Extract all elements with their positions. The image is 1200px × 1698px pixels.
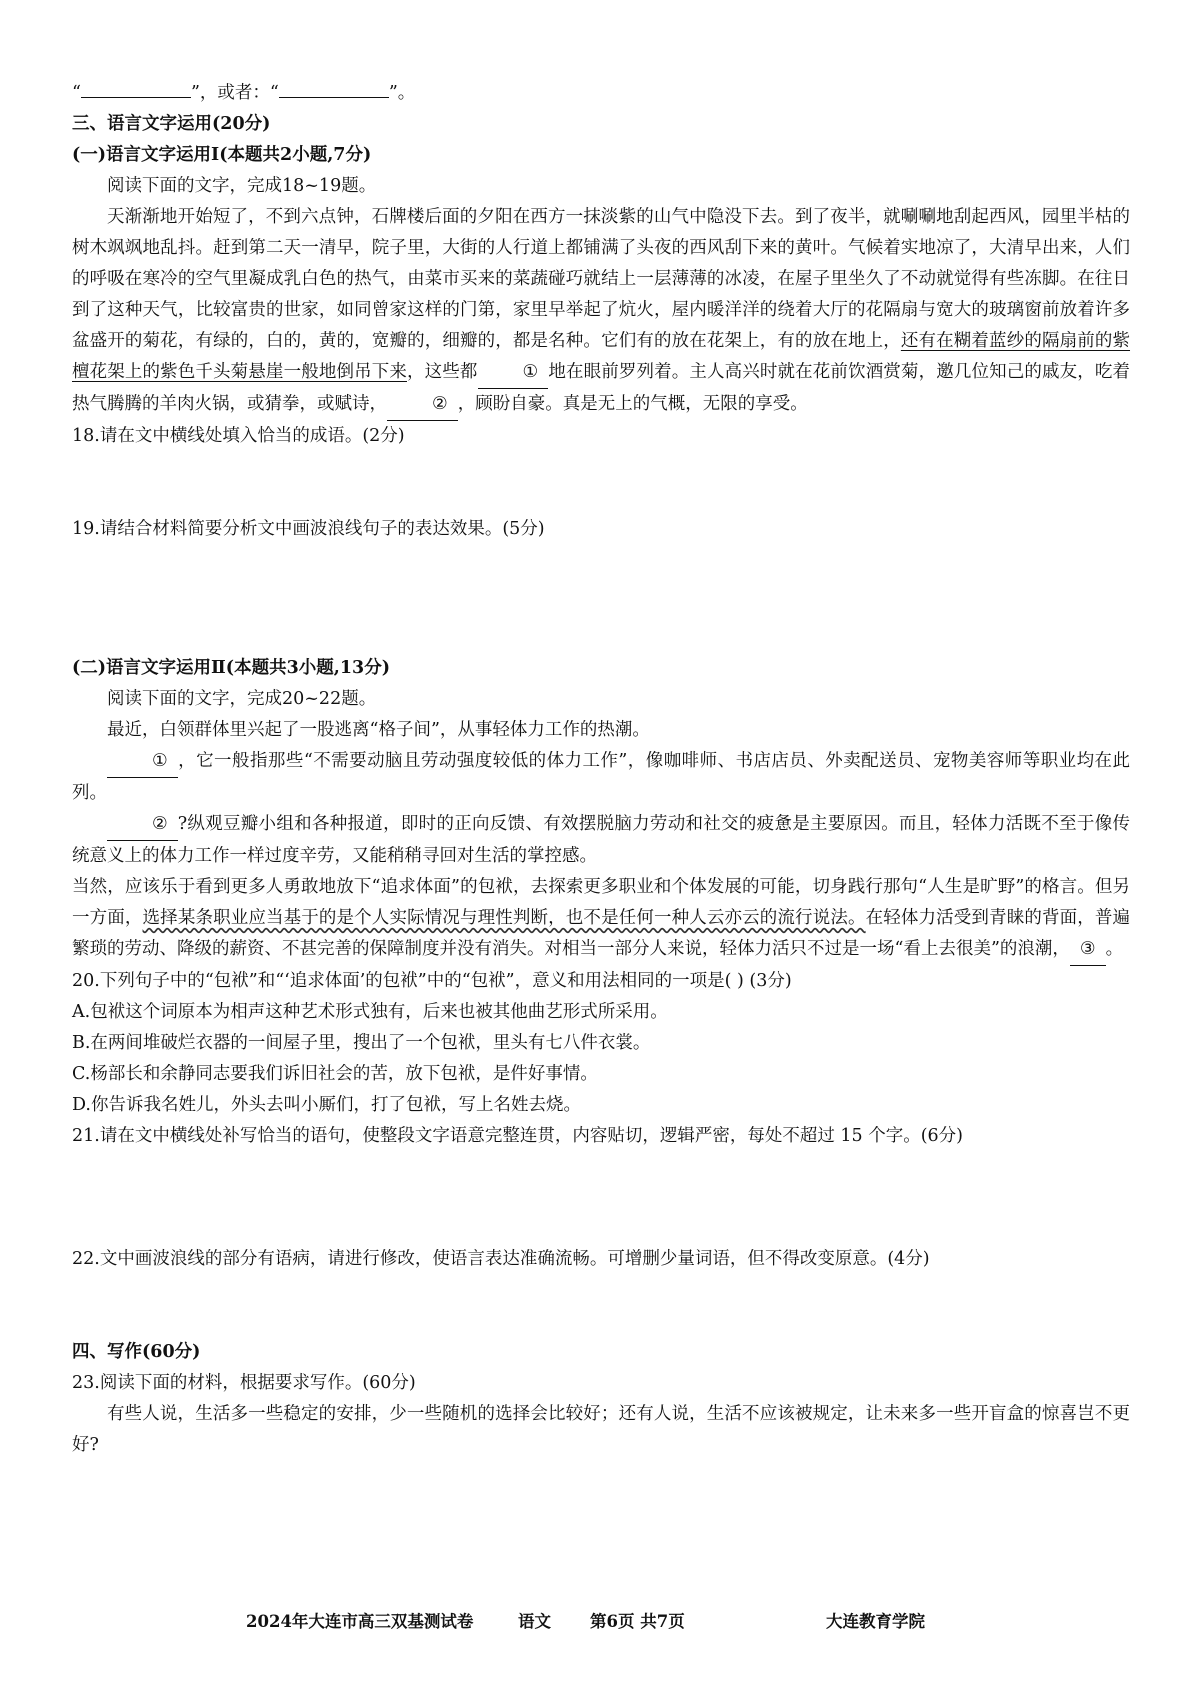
answer-space-21[interactable] (72, 1152, 1130, 1244)
option-c[interactable]: C.杨部长和余静同志要我们诉旧社会的苦，放下包袱，是件好事情。 (72, 1064, 598, 1084)
passage-1: 天渐渐地开始短了，不到六点钟，石牌楼后面的夕阳在西方一抹淡紫的山气中隐没下去。到了夜半，就唰唰地刮起西风，园里半枯的树木飒飒地乱抖。赶到第二天一清早，院子里，大街的人行道上都铺满了头夜的西风刮下来的黄叶。气候着实地凉了，大清早出来，人们的呼吸在寒冷的空气里凝成乳白色的热气，由菜市买来的菜蔬碰巧就结上一层薄薄的冰凌，在屋子里坐久了不动就觉得有些冻脚。在往日到了这种天气，比较富贵的世家，如同曾家这样的门第，家里早举起了炕火，屋内暖洋洋的绕着大厅的花隔扇与宽大的玻璃窗前放着许多盆盛开的菊花，有绿的，白的，黄的，宽瓣的，细瓣的，都是名种。它们有的放在花架上，有的放在地上，还有在糊着蓝纱的隔扇前的紫檀花架上的紫色千头菊悬崖一般地倒吊下来，这些都 ① 地在眼前罗列着。主人高兴时就在花前饮酒赏菊，邀几位知己的戚友，吃着热气腾腾的羊肉火锅，或猜拳，或赋诗， ② ，顾盼自豪。真是无上的气概，无限的享受。 (72, 202, 1130, 421)
question-20: 20.下列句子中的“包袱”和“‘追求体面’的包袱”中的“包袱”，意义和用法相同的一项是( ) (3分) (72, 971, 792, 991)
underlined-sentence: 还有在糊着蓝纱的隔扇前的紫檀花架上的紫色千头菊悬崖一般地倒吊下来 (72, 331, 1131, 382)
option-a[interactable]: A.包袱这个词原本为相声这种艺术形式独有，后来也被其他曲艺形式所采用。 (72, 1002, 668, 1022)
option-b[interactable]: B.在两间堆破烂衣器的一间屋子里，搜出了一个包袱，里头有七八件衣裳。 (72, 1033, 651, 1053)
blank-marker-2: ② (107, 809, 178, 841)
part-1-heading: (一)语言文字运用Ⅰ(本题共2小题,7分) (72, 145, 372, 165)
question-21: 21.请在文中横线处补写恰当的语句，使整段文字语意完整连贯，内容贴切，逻辑严密，每处不超过 15 个字。(6分) (72, 1126, 964, 1146)
answer-space-18[interactable] (72, 452, 1130, 514)
part-1-instruction: 阅读下面的文字，完成18~19题。 (107, 176, 377, 196)
answer-space-19[interactable] (72, 545, 1130, 653)
passage-2-para-1: 最近，白领群体里兴起了一股逃离“格子间”，从事轻体力工作的热潮。 (107, 720, 650, 740)
exam-page (72, 78, 1130, 1461)
answer-blanks-line (72, 78, 1130, 109)
blank-marker-1: ① (107, 746, 178, 778)
footer-exam-title: 2024年大连市高三双基测试卷 (246, 1612, 474, 1631)
blank-marker-2: ② (387, 389, 458, 421)
footer-page-number: 第6页 共7页 (590, 1612, 685, 1631)
section-3-heading: 三、语言文字运用(20分) (72, 114, 271, 134)
writing-prompt: 有些人说，生活多一些稳定的安排，少一些随机的选择会比较好；还有人说，生活不应该被规定，让未来多一些开盲盒的惊喜岂不更好? (72, 1404, 1130, 1455)
passage-2-para-3: ② ?纵观豆瓣小组和各种报道，即时的正向反馈、有效摆脱脑力劳动和社交的疲惫是主要原因。而且，轻体力活既不至于像传统意义上的体力工作一样过度辛劳，又能稍稍寻回对生活的掌控感。 (72, 809, 1130, 872)
passage-2-para-4: 当然，应该乐于看到更多人勇敢地放下“追求体面”的包袱，去探索更多职业和个体发展的可能，切身践行那句“人生是旷野”的格言。但另一方面，选择某条职业应当基于的是个人实际情况与理性判断，也不是任何一种人云亦云的流行说法。在轻体力活受到青睐的背面，普遍繁琐的劳动、降级的薪资、不甚完善的保障制度并没有消失。对相当一部分人来说，轻体力活只不过是一场“看上去很美”的浪潮， ③ 。 (72, 872, 1130, 966)
question-23: 23.阅读下面的材料，根据要求写作。(60分) (72, 1373, 416, 1393)
option-d[interactable]: D.你告诉我名姓儿，外头去叫小厮们，打了包袱，写上名姓去烧。 (72, 1095, 581, 1115)
wavy-underlined-sentence: 选择某条职业应当基于的是个人实际情况与理性判断，也不是任何一种人云亦云的流行说法。 (142, 908, 866, 928)
open-quote: “ (72, 83, 81, 103)
answer-space-22[interactable] (72, 1275, 1130, 1337)
answer-blank-1[interactable] (81, 79, 191, 98)
question-18: 18.请在文中横线处填入恰当的成语。(2分) (72, 426, 405, 446)
part-2-heading: (二)语言文字运用Ⅱ(本题共3小题,13分) (72, 658, 390, 678)
part-2-instruction: 阅读下面的文字，完成20~22题。 (107, 689, 377, 709)
question-19: 19.请结合材料简要分析文中画波浪线句子的表达效果。(5分) (72, 519, 545, 539)
close-quote: ”。 (388, 83, 416, 103)
or-text: ”，或者：“ (190, 83, 279, 103)
footer-organization: 大连教育学院 (826, 1612, 925, 1631)
section-4-heading: 四、写作(60分) (72, 1342, 201, 1362)
question-22: 22.文中画波浪线的部分有语病，请进行修改，使语言表达准确流畅。可增删少量词语，但不得改变原意。(4分) (72, 1249, 930, 1269)
answer-blank-2[interactable] (279, 79, 389, 98)
blank-marker-3: ③ (1070, 934, 1106, 966)
footer-subject: 语文 (518, 1612, 551, 1631)
blank-marker-1: ① (478, 357, 549, 389)
passage-2-para-2: ① ，它一般指那些“不需要动脑且劳动强度较低的体力工作”，像咖啡师、书店店员、外卖配送员、宠物美容师等职业均在此列。 (72, 746, 1130, 809)
